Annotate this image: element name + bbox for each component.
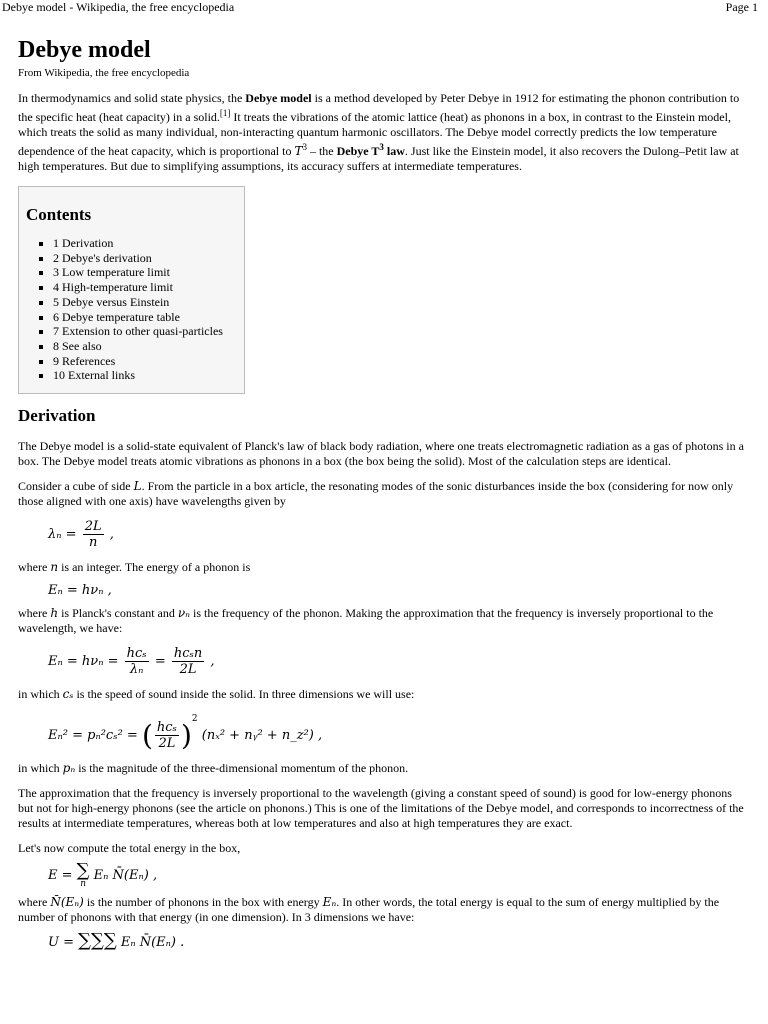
math-en: Eₙ	[322, 895, 337, 910]
eq-equals: =	[154, 654, 166, 670]
sum-index: n	[80, 879, 86, 890]
debye-law-term	[337, 144, 405, 158]
derivation-paragraph-7: The approximation that the frequency is inversely proportional to the wavelength (giving a constant speed of sound) is good for low-energy phonons but not for high-energy phonons (see the article on phonons.) This is one of the limitations of the Debye model, and corresponds to incorrectness of the results at intermediate temperatures, whereas both at low temperatures and also at high temperatures they are exact.	[18, 786, 744, 831]
eq-tail: ,	[109, 527, 114, 543]
toc-title: Contents	[26, 205, 92, 224]
eq-body: Eₙ N̄(Eₙ) .	[120, 935, 185, 951]
derivation-paragraph-5	[18, 687, 750, 702]
toc-list	[26, 236, 244, 383]
derivation-paragraph-3	[18, 560, 750, 575]
exponent: 2	[191, 714, 198, 725]
derivation-paragraph-2	[18, 479, 750, 509]
toc-item[interactable]: ▪ 1 Derivation	[53, 236, 244, 251]
derivation-paragraph-9	[18, 895, 750, 925]
text: where	[18, 560, 51, 575]
intro-paragraph	[18, 91, 750, 174]
sum-symbol: ∑	[76, 860, 90, 882]
triple-sum: ∑∑∑	[78, 930, 117, 952]
intro-text-5: . Just like the Einstein model, it also recovers the Dulong–Petit law at high temperatures. But due to simplifying assumptions, its accuracy suffers at intermediate temperatures.	[18, 144, 739, 173]
fraction-denominator: 2L	[179, 662, 197, 678]
intro-bold-term[interactable]: Debye model	[245, 91, 312, 105]
eq-lhs: Eₙ = hνₙ =	[48, 654, 119, 670]
debye-law-t: Debye T	[336, 144, 380, 158]
toc-item[interactable]: ▪ 7 Extension to other quasi-particles	[53, 324, 244, 339]
fraction	[172, 646, 204, 677]
text: . From the particle in a box article, the resonating modes of the sonic disturbances inside the box (considering for now only those aligned with one axis) have wavelengths given by	[18, 479, 734, 509]
eq-lhs: λₙ =	[48, 527, 77, 543]
text: in which	[18, 687, 63, 702]
derivation-paragraph-4	[18, 606, 750, 636]
derivation-paragraph-1: The Debye model is a solid-state equivalent of Planck's law of black body radiation, where one treats electromagnetic radiation as a gas of photons in a box. The Debye model treats atomic vibrations as phonons in a box (the box being the solid). Most of the calculation steps are identical.	[18, 439, 744, 469]
fraction	[155, 720, 179, 751]
math-t: T	[294, 144, 303, 158]
paren-left: (	[141, 719, 153, 753]
toc-item[interactable]: ▪ 8 See also	[53, 339, 244, 354]
eq-lhs: Eₙ² = pₙ²cₛ² =	[48, 728, 138, 744]
eq-tail: (nₓ² + nᵧ² + n_z²) ,	[201, 728, 323, 744]
page-title: Debye model	[18, 37, 151, 63]
fraction-numerator: hcₛ	[156, 720, 177, 736]
math-t-exponent: 3	[302, 142, 307, 152]
math-nu: νₙ	[177, 606, 191, 621]
toc-item[interactable]: ▪ 3 Low temperature limit	[53, 265, 244, 280]
fraction	[125, 646, 149, 677]
text: is the frequency of the phonon. Making the approximation that the frequency is inversely proportional to the wavelength, we have:	[18, 606, 714, 636]
fraction-numerator: 2L	[84, 519, 102, 535]
fraction-numerator: hcₛ	[126, 646, 147, 662]
equation-3d-energy	[48, 930, 750, 952]
text: in which	[18, 761, 63, 776]
text: is an integer. The energy of a phonon is	[58, 560, 251, 575]
math-n: n	[50, 560, 59, 575]
intro-text-2: is a method developed by Peter Debye in 1912 for estimating the phonon contribution to the specific heat (heat capacity) in a solid.	[18, 91, 740, 124]
print-header-page: Page 1	[725, 0, 758, 14]
math-cs: cₛ	[62, 687, 74, 702]
eq-tail: ,	[210, 654, 215, 670]
toc-item[interactable]: ▪ 6 Debye temperature table	[53, 310, 244, 325]
derivation-paragraph-6	[18, 761, 750, 776]
text: where	[18, 606, 51, 621]
toc-item[interactable]: ▪ 9 References	[53, 354, 244, 369]
toc-item[interactable]: ▪ 10 External links	[53, 368, 244, 383]
paren-right: )	[180, 719, 192, 753]
text: is Planck's constant and	[58, 606, 178, 621]
intro-text-1: In thermodynamics and solid state physics, the	[18, 91, 246, 105]
section-heading-derivation: Derivation	[18, 406, 96, 426]
print-header	[0, 0, 768, 16]
text: where	[18, 895, 51, 910]
intro-text-4: – the	[306, 144, 337, 158]
equation-wavelength	[48, 519, 750, 550]
math-l: L	[133, 479, 142, 494]
math-nbar: N̄(Eₙ)	[50, 895, 84, 910]
fraction-denominator: 2L	[158, 736, 176, 752]
text: is the number of phonons in the box with energy	[83, 895, 323, 910]
eq-lhs: U =	[48, 935, 74, 951]
table-of-contents	[18, 186, 245, 394]
math-h: h	[50, 606, 59, 621]
equation-energy-frequency	[48, 646, 750, 677]
fraction-denominator: λₙ	[129, 662, 144, 678]
eq-lhs: E =	[48, 868, 73, 884]
fraction	[83, 519, 104, 550]
equation-momentum	[48, 712, 750, 751]
print-header-title: Debye model - Wikipedia, the free encyclopedia	[2, 0, 235, 14]
intro-text-3: It treats the vibrations of the atomic lattice (heat) as phonons in a box, in contrast to the Einstein model, which treats the solid as many individual, non-interacting quantum harmonic oscillators. The Debye model correctly predicts the low temperature dependence of the heat capacity, which is proportional to	[18, 110, 731, 158]
citation-link[interactable]: [1]	[219, 108, 231, 118]
toc-item[interactable]: ▪ 2 Debye's derivation	[53, 251, 244, 266]
article-body	[18, 36, 750, 950]
text: . In other words, the total energy is equal to the sum of energy multiplied by the number of phonons with that energy (in one dimension). In 3 dimensions we have:	[18, 895, 720, 925]
text: Consider a cube of side	[18, 479, 134, 494]
fraction-numerator: hcₛn	[173, 646, 203, 662]
toc-item[interactable]: ▪ 5 Debye versus Einstein	[53, 295, 244, 310]
equation-energy: Eₙ = hνₙ ,	[48, 583, 112, 599]
page-subtitle: From Wikipedia, the free encyclopedia	[18, 67, 190, 79]
debye-law-exponent: 3	[379, 142, 384, 152]
debye-law-word: law	[383, 144, 405, 158]
text: is the magnitude of the three-dimensional momentum of the phonon.	[75, 761, 409, 776]
toc-item[interactable]: ▪ 4 High-temperature limit	[53, 280, 244, 295]
derivation-paragraph-8: Let's now compute the total energy in the box,	[18, 841, 241, 856]
summation	[77, 862, 90, 889]
fraction-denominator: n	[88, 535, 98, 551]
equation-total-energy	[48, 862, 750, 889]
text: is the speed of sound inside the solid. In three dimensions we will use:	[73, 687, 415, 702]
math-pn: pₙ	[62, 761, 76, 776]
eq-body: Eₙ N̄(Eₙ) ,	[93, 868, 158, 884]
